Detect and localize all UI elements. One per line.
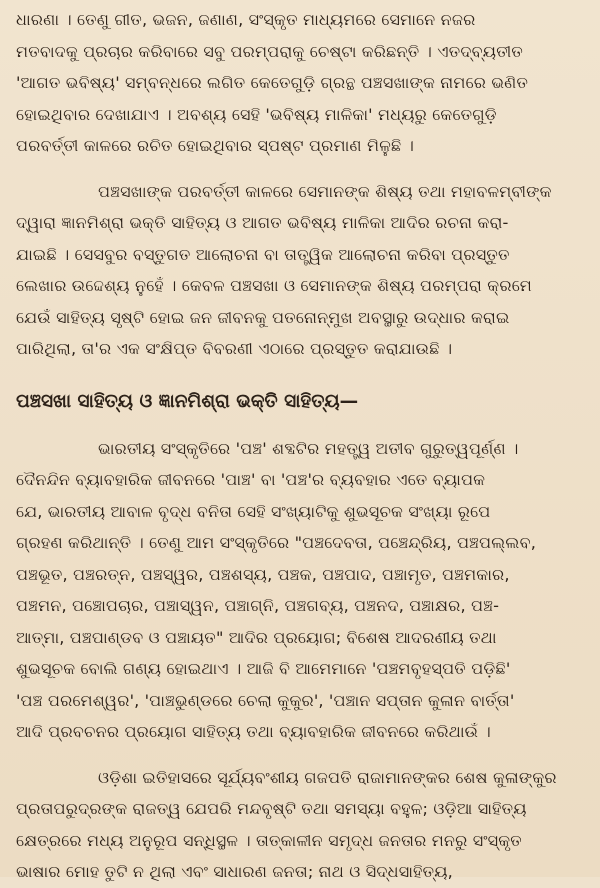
paragraph-gap [16,748,586,762]
text-line: ପରବର୍ତ୍ତୀ କାଳରେ ରଚିତ ହୋଇଥିବାର ସ୍ପଷ୍ଟ ପ୍ରମାଣ ମିଳୁଛି । [16,136,414,155]
text-line: ମତବାଦକୁ ପ୍ରଚାର କରିବାରେ ସବୁ ପରମ୍ପରାକୁ ଚେଷ୍ଟା କରିଛନ୍ତି । ଏତଦ୍ବ୍ୟତୀତ [16,41,524,61]
text-line: ଆତ୍ମା, ପଞ୍ଚପାଣ୍ଡବ ଓ ପଞ୍ଚାୟତ" ଆଦିର ପ୍ରୟୋଗ; ବିଶେଷ ଆଦରଣୀୟ ତଥା [16,627,497,647]
text-line: ଦ୍ୱାରା ଜ୍ଞାନମିଶ୍ରା ଭକ୍ତି ସାହିତ୍ୟ ଓ ଆଗତ ଭବିଷ୍ୟ ମାଳିକା ଆଦିର ରଚନା କରା- [16,213,509,232]
text-line: ଭାଷାର ମୋହ ତୁଟି ନ ଥିଲା ଏବଂ ସାଧାରଣ ଜନତା; ନାଥ ଓ ସିଦ୍ଧସାହିତ୍ୟ, [16,862,453,881]
text-line: ଦୈନନ୍ଦିନ ବ୍ୟାବହାରିକ ଜୀବନରେ 'ପାଞ୍ଚ' ବା 'ପଞ୍ଚ'ର ବ୍ୟବହାର ଏତେ ବ୍ୟାପକ [16,470,486,489]
text-line: ଲେଖାର ଉଦ୍ଦେଶ୍ୟ ନୁହେଁ । କେବଳ ପଞ୍ଚସଖା ଓ ସେମାନଙ୍କ ଶିଷ୍ୟ ପରମ୍ପରା କ୍ରମେ [16,276,533,295]
text-line: ଯାଇଛି । ସେସବୁର ବସ୍ତୁଗତ ଆଲୋଚନା ବା ତାତ୍ତ୍ୱିକ ଆଲୋଚନା କରିବା ପ୍ରସ୍ତୁତ [16,244,510,264]
text-line: ଯେଉଁ ସାହିତ୍ୟ ସୃଷ୍ଟି ହୋଇ ଜନ ଜୀବନକୁ ପତନୋନ୍ମୁଖ ଅବସ୍ଥାରୁ ଉଦ୍ଧାର କରାଇ [16,307,510,327]
section-heading: ପଞ୍ଚସଖା ସାହିତ୍ୟ ଓ ଜ୍ଞାନମିଶ୍ରା ଭକ୍ତି ସାହିତ୍ୟ— [16,390,359,412]
text-line: ଓଡ଼ିଶା ଇତିହାସରେ ସୂର୍ଯ୍ୟବଂଶୀୟ ଗଜପତି ରାଜାମାନଙ୍କର ଶେଷ କୁଳାଙ୍କୁର [98,767,557,787]
text-line: ଶୁଭସୂଚକ ବୋଲି ଗଣ୍ୟ ହୋଇଥାଏ । ଆଜି ବି ଆମେମାନେ 'ପଞ୍ଚମବୃହସ୍ପତି ପଡ଼ିଛି' [16,659,511,678]
text-line: ଯେ, ଭାରତୀୟ ଆବାଳ ବୃଦ୍ଧ ବନିତା ସେହି ସଂଖ୍ୟାଟିକୁ ଶୁଭସୂଚକ ସଂଖ୍ୟା ରୂପେ [16,501,491,521]
paragraph-gap [16,162,586,176]
text-line: ପାରିଥିଲା, ତା'ର ଏକ ସଂକ୍ଷିପ୍ତ ବିବରଣୀ ଏଠାରେ ପ୍ରସ୍ତୁତ କରାଯାଉଛି । [16,339,453,358]
text-line: କ୍ଷେତ୍ରରେ ମଧ୍ୟ ଅନୁରୂପ ସନ୍ଧିସ୍ଥଳ । ତାତ୍କାଳୀନ ସମୃଦ୍ଧ ଜନତାର ମନରୁ ସଂସ୍କୃତ [16,830,522,850]
text-line: ପଞ୍ଚମନ, ପଞ୍ଚୋପଚାର, ପଞ୍ଚାସ୍ୱନ, ପଞ୍ଚାଗ୍ନି, ପଞ୍ଚଗବ୍ୟ, ପଞ୍ଚନଦ, ପଞ୍ଚାକ୍ଷର, ପଞ୍ଚ- [16,596,500,615]
paragraph-1 [16,4,586,162]
text-line: ଗ୍ରହଣ କରିଥାନ୍ତି । ତେଣୁ ଆମ ସଂସ୍କୃତିରେ "ପଞ୍ଚଦେବତା, ପଞ୍ଚେନ୍ଦ୍ରିୟ, ପଞ୍ଚପଲ୍ଲବ, [16,533,536,552]
text-line: 'ଆଗତ ଭବିଷ୍ୟ' ସମ୍ବନ୍ଧରେ ଲଗିତ କେତେଗୁଡ଼ି ଗ୍ରନ୍ଥ ପଞ୍ଚସଖାଙ୍କ ନାମରେ ଭଣିତ [16,73,529,92]
section-gap [16,419,586,433]
text-line: ପ୍ରତାପରୁଦ୍ରଙ୍କ ରାଜତ୍ୱ ଯେପରି ମନ୍ଦବୃଷ୍ଟି ତଥା ସମସ୍ୟା ବହୁଳ; ଓଡ଼ିଆ ସାହିତ୍ୟ [16,799,527,818]
text-line: ପଞ୍ଚସଖାଙ୍କ ପରବର୍ତ୍ତୀ କାଳରେ ସେମାନଙ୍କ ଶିଷ୍ୟ ତଥା ମହାବଳମ୍ବୀଙ୍କ [98,181,552,201]
text-line: ଆଦି ପ୍ରବଚନର ପ୍ରୟୋଗ ସାହିତ୍ୟ ତଥା ବ୍ୟାବହାରିକ ଜୀବନରେ କରିଥାଉଁ । [16,722,491,741]
paragraph-2 [16,176,586,365]
paragraph-3 [16,433,586,748]
text-line: ଧାରଣା । ତେଣୁ ଗୀତ, ଭଜନ, ଜଣାଣ, ସଂସ୍କୃତ ମାଧ୍ୟମରେ ସେମାନେ ନଜର [16,10,476,29]
section-gap [16,365,586,385]
text-line: 'ପଞ୍ଚ ପରମେଶ୍ୱର', 'ପାଞ୍ଚଭୁଣ୍ଡରେ ଚେଲା କୁକୁର', 'ପଞ୍ଚାନ ସପ୍ତାନ କୁଳାନ ବାର୍ତ୍ତା' [16,690,515,710]
paragraph-4 [16,762,586,888]
text-line: ହୋଇଥିବାର ଦେଖାଯାଏ । ଅବଶ୍ୟ ସେହି 'ଭବିଷ୍ୟ ମାଳିକା' ମଧ୍ୟରୁ କେତେଗୁଡ଼ି [16,104,497,124]
text-line: ଭାରତୀୟ ସଂସ୍କୃତିରେ 'ପଞ୍ଚ' ଶବ୍ଦଟିର ମହତ୍ତ୍ୱ ଅତୀବ ଗୁରୁତ୍ୱପୂର୍ଣ୍ଣ । [98,438,519,458]
text-line: ପଞ୍ଚଭୂତ, ପଞ୍ଚରତ୍ନ, ପଞ୍ଚସ୍ୱର, ପଞ୍ଚଶସ୍ୟ, ପଞ୍ଚକ, ପଞ୍ଚପାଦ, ପଞ୍ଚାମୃତ, ପଞ୍ଚମକାର, [16,564,510,584]
